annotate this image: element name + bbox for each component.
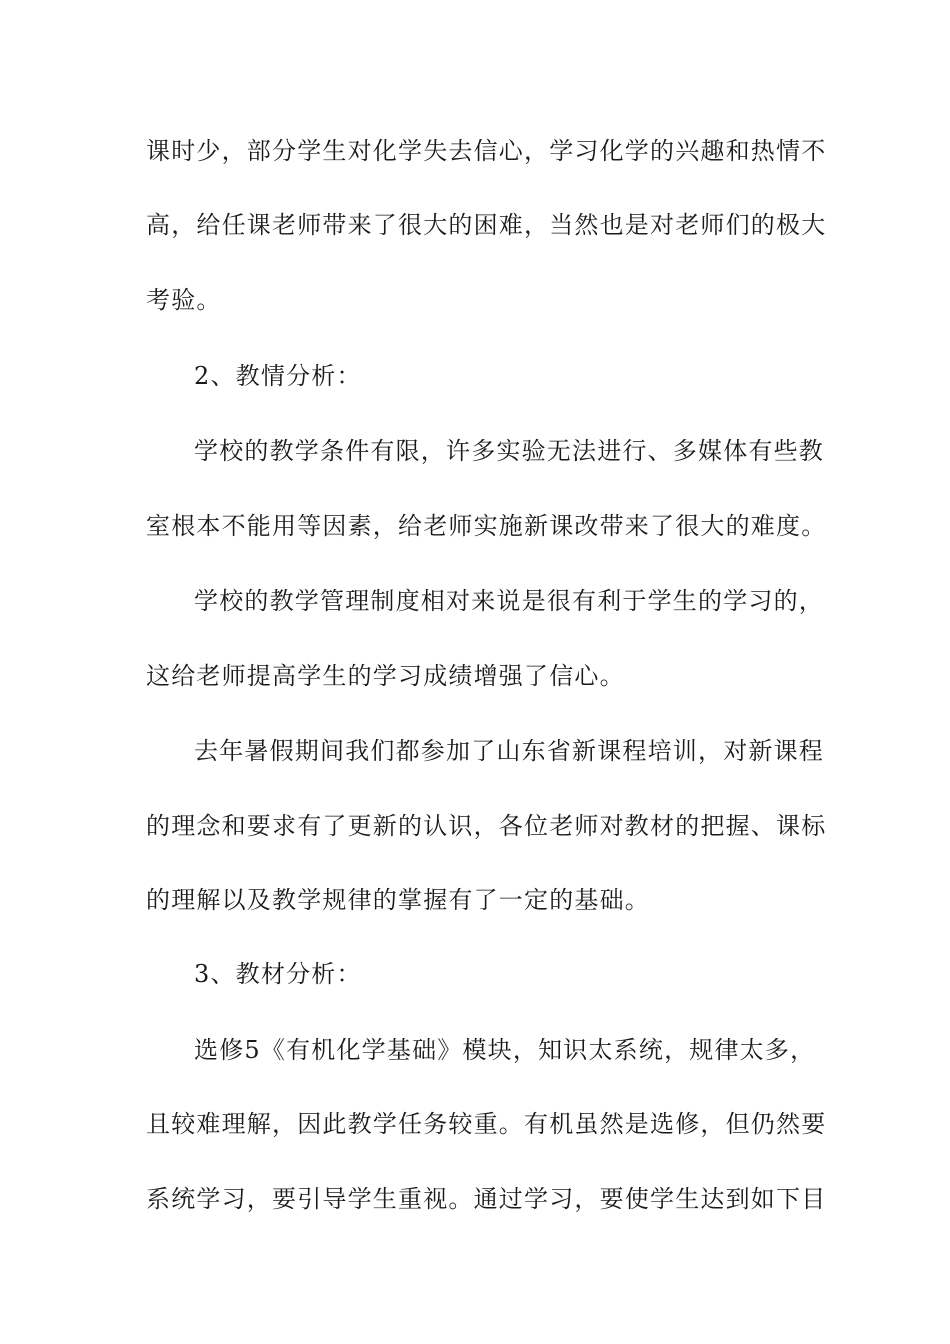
section-heading: 3、教材分析： [194, 960, 362, 988]
text-line: 去年暑假期间我们都参加了山东省新课程培训，对新课程 [194, 737, 824, 765]
text-line: 选修5《有机化学基础》模块，知识太系统，规律太多， [194, 1036, 816, 1064]
text-line: 学校的教学管理制度相对来说是很有利于学生的学习的， [194, 587, 824, 615]
text-line: 且较难理解，因此教学任务较重。有机虽然是选修，但仍然要 [146, 1110, 827, 1138]
text-line: 的理念和要求有了更新的认识，各位老师对教材的把握、课标 [146, 812, 827, 840]
text-line: 学校的教学条件有限，许多实验无法进行、多媒体有些教 [194, 437, 824, 465]
text-line: 系统学习，要引导学生重视。通过学习，要使学生达到如下目 [146, 1185, 827, 1213]
section-heading: 2、教情分析： [194, 362, 362, 390]
text-line: 考验。 [146, 286, 222, 314]
text-line: 室根本不能用等因素，给老师实施新课改带来了很大的难度。 [146, 512, 827, 540]
text-line: 课时少，部分学生对化学失去信心，学习化学的兴趣和热情不 [146, 137, 827, 165]
text-line: 高，给任课老师带来了很大的困难，当然也是对老师们的极大 [146, 211, 827, 239]
text-line: 的理解以及教学规律的掌握有了一定的基础。 [146, 886, 650, 914]
text-line: 这给老师提高学生的学习成绩增强了信心。 [146, 662, 625, 690]
